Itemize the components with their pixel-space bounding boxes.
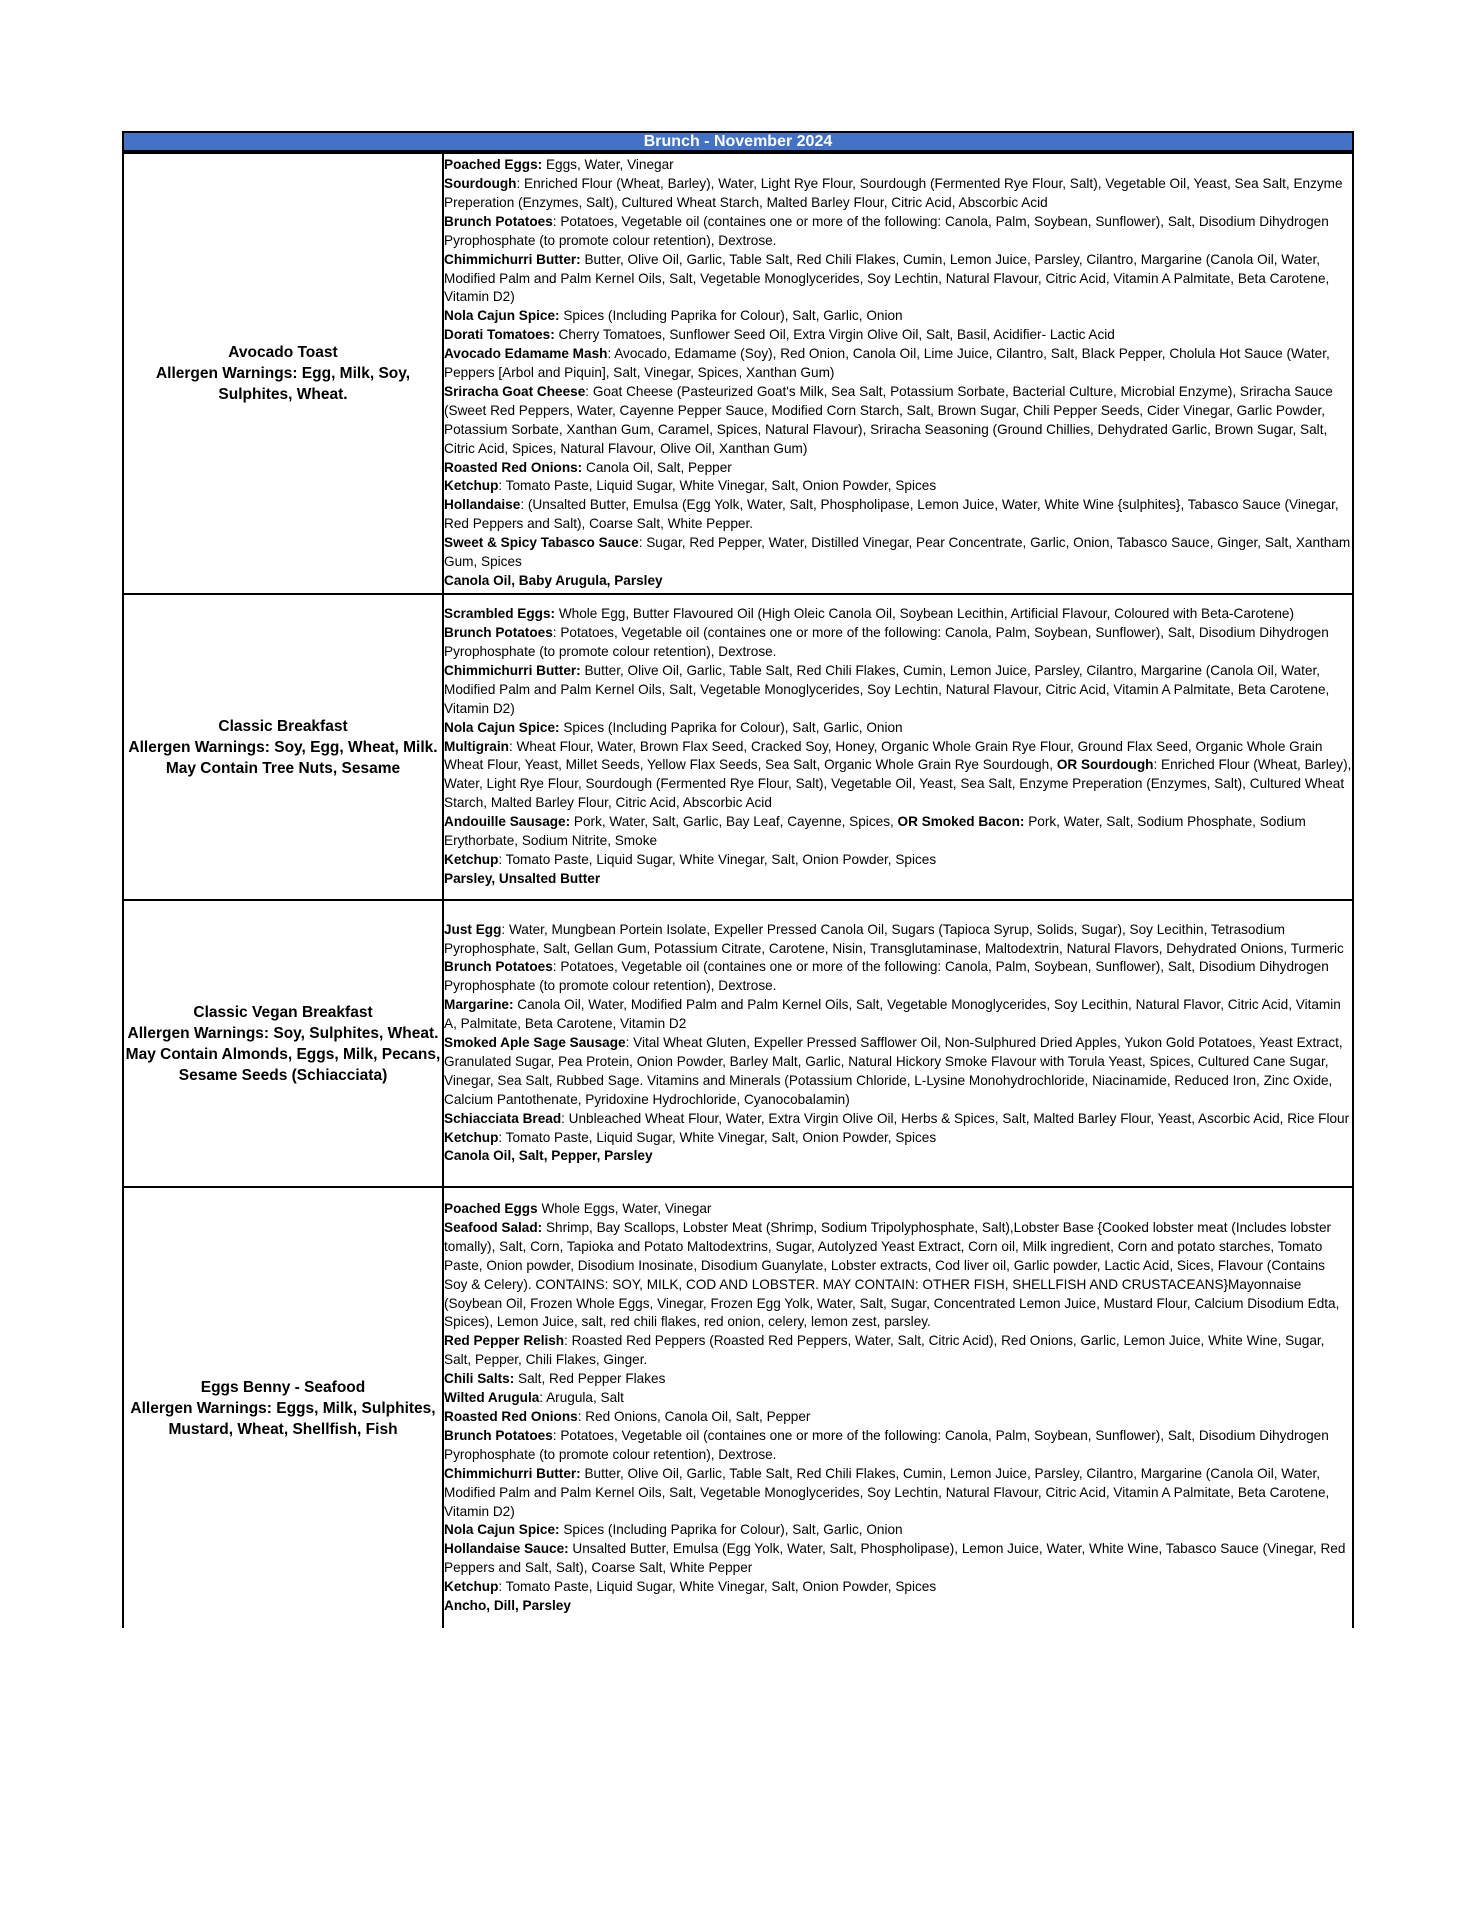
ingredient-name: Sweet & Spicy Tabasco Sauce [444,535,639,551]
ingredient-name: Poached Eggs: [444,157,543,173]
ingredient-detail: : Potatoes, Vegetable oil (containes one or more of the following: Canola, Palm, Soybean, Sunflower), Salt, Disodium Dihydrogen Pyrophosphate (to promote colour retention), Dextrose. [444,1427,1329,1462]
dish-name: Classic Vegan Breakfast [193,1003,373,1021]
ingredient-detail: : (Unsalted Butter, Emulsa (Egg Yolk, Water, Salt, Phospholipase, Lemon Juice, Water, White Wine {sulphites}, Tabasco Sauce (Vinegar, Red Peppers and Salt), Coarse Salt, White Pepper. [444,497,1339,532]
dish-cell [123,1187,443,1628]
ingredient-detail: Eggs, Water, Vinegar [542,157,674,173]
ingredient-name: Sriracha Goat Cheese [444,383,586,399]
ingredient-line [444,719,1352,738]
ingredient-name: OR Smoked Bacon: [897,814,1025,830]
ingredient-detail: Pork, Water, Salt, Garlic, Bay Leaf, Cayenne, Spices, [570,814,898,830]
ingredient-name: Ketchup [444,478,499,494]
ingredient-name: Multigrain [444,738,509,754]
ingredient-line [444,383,1352,459]
ingredient-line [444,459,1352,478]
ingredient-detail: : Potatoes, Vegetable oil (containes one or more of the following: Canola, Palm, Soybean, Sunflower), Salt, Disodium Dihydrogen Pyrophosphate (to promote colour retention), Dextrose. [444,625,1329,660]
ingredient-name: Smoked Aple Sage Sausage [444,1035,626,1051]
ingredient-detail: Salt, Red Pepper Flakes [514,1371,666,1387]
ingredient-detail: Butter, Olive Oil, Garlic, Table Salt, Red Chili Flakes, Cumin, Lemon Juice, Parsley, Cilantro, Margarine (Canola Oil, Water, Modified Palm and Palm Kernel Oils, Salt, Vegetable Monoglycerides, Soy Lechtin, Natural Flavour, Citric Acid, Vitamin A Palmitate, Beta Carotene, Vitamin D2) [444,1465,1330,1519]
allergen-warnings: Allergen Warnings: Eggs, Milk, Sulphites, Mustard, Wheat, Shellfish, Fish [130,1399,436,1438]
ingredient-name: Ketchup [444,1579,499,1595]
ingredient-name: Nola Cajun Spice: [444,719,560,735]
ingredient-name: Nola Cajun Spice: [444,1522,560,1538]
ingredient-line [444,213,1352,251]
ingredient-name: Just Egg [444,921,502,937]
ingredient-line [444,1578,1352,1597]
ingredient-detail: Spices (Including Paprika for Colour), Salt, Garlic, Onion [559,308,903,324]
ingredient-line [444,1200,1352,1219]
ingredient-detail: : Water, Mungbean Portein Isolate, Expeller Pressed Canola Oil, Sugars (Tapioca Syrup, Solids, Sugar), Soy Lecithin, Tetrasodium Pyrophosphate, Salt, Gellan Gum, Potassium Citrate, Carotene, Nisin, Transglutaminase, Maltodextrin, Natural Flavors, Dehydrated Onions, Turmeric [444,921,1344,956]
ingredient-name: Red Pepper Relish [444,1333,565,1349]
ingredient-name: OR Sourdough [1056,757,1154,773]
ingredient-line [444,1110,1352,1129]
ingredient-line [444,1427,1352,1465]
ingredient-name: Canola Oil, Salt, Pepper, Parsley [444,1148,653,1164]
ingredient-name: Brunch Potatoes [444,213,553,229]
ingredient-detail: Butter, Olive Oil, Garlic, Table Salt, Red Chili Flakes, Cumin, Lemon Juice, Parsley, Cilantro, Margarine (Canola Oil, Water, Modified Palm and Palm Kernel Oils, Salt, Vegetable Monoglycerides, Soy Lechtin, Natural Flavour, Citric Acid, Vitamin A Palmitate, Beta Carotene, Vitamin D2) [444,251,1330,305]
menu-row [123,1187,1353,1628]
ingredient-line [444,624,1352,662]
menu-sheet [122,131,1354,1628]
ingredient-name: Parsley, Unsalted Butter [444,870,601,886]
ingredient-detail: Whole Eggs, Water, Vinegar [537,1201,712,1217]
ingredient-detail: : Red Onions, Canola Oil, Salt, Pepper [577,1409,811,1424]
ingredient-detail: Shrimp, Bay Scallops, Lobster Meat (Shrimp, Sodium Tripolyphosphate, Salt),Lobster Base {Cooked lobster meat (Includes lobster tomally), Salt, Corn, Tapioka and Potato Maltodextrins, Sugar, Autolyzed Yeast Extract, Corn oil, Milk ingredient, Corn and potato starches, Tomato Paste, Onion powder, Disodium Inosinate, Disodium Guanylate, Lobster extracts, Cod liver oil, Garlic powder, Lactic Acid, Sices, Flavour (Contains Soy & Celery). CONTAINS: SOY, MILK, COD AND LOBSTER. MAY CONTAIN: OTHER FISH, SHELLFISH AND CRUSTACEANS}Mayonnaise (Soybean Oil, Frozen Whole Eggs, Vinegar, Frozen Egg Yolk, Water, Salt, Sugar, Concentrated Lemon Juice, Mustard Flour, Calcium Disodium Edta, Spices), Lemon Juice, salt, red chili flakes, red onion, celery, lemon zest, parsley. [444,1219,1340,1330]
dish-name: Avocado Toast [228,344,338,361]
ingredient-detail: : Tomato Paste, Liquid Sugar, White Vinegar, Salt, Onion Powder, Spices [498,851,937,867]
ingredient-line [444,1034,1352,1110]
ingredient-name: Scrambled Eggs: [444,606,556,622]
ingredient-line [444,534,1352,572]
ingredient-line [444,662,1352,719]
ingredient-detail: : Avocado, Edamame (Soy), Red Onion, Canola Oil, Lime Juice, Cilantro, Salt, Black Pepper, Cholula Hot Sauce (Water, Peppers [Arbol and Piquin], Salt, Vinegar, Spices, Xanthan Gum) [444,346,1330,381]
ingredient-line [444,738,1352,814]
ingredient-line [444,572,1352,591]
ingredients-cell [443,1187,1353,1628]
ingredient-name: Hollandaise [444,497,521,513]
ingredient-detail: : Goat Cheese (Pasteurized Goat's Milk, Sea Salt, Potassium Sorbate, Bacterial Culture, Microbial Enzyme), Sriracha Sauce (Sweet Red Peppers, Water, Cayenne Pepper Sauce, Modified Corn Starch, Salt, Brown Sugar, Chili Pepper Seeds, Cider Vinegar, Garlic Powder, Potassium Sorbate, Xanthan Gum, Caramel, Spices, Natural Flavour), Sriracha Seasoning (Ground Chillies, Dehydrated Garlic, Brown Sugar, Salt, Citric Acid, Spices, Natural Flavour, Olive Oil, Xanthan Gum) [444,383,1333,456]
dish-name: Eggs Benny - Seafood [200,1378,366,1396]
ingredient-detail: Canola Oil, Water, Modified Palm and Palm Kernel Oils, Salt, Vegetable Monoglycerides, Soy Lecithin, Natural Flavor, Citric Acid, Vitamin A, Palmitate, Beta Carotene, Vitamin D2 [444,997,1341,1032]
ingredient-line [444,175,1352,213]
ingredient-line [444,958,1352,996]
ingredient-name: Poached Eggs [444,1201,538,1217]
ingredient-detail: : Enriched Flour (Wheat, Barley), Water, Light Rye Flour, Sourdough (Fermented Rye Flour, Salt), Vegetable Oil, Yeast, Sea Salt, Enzyme Preperation (Enzymes, Salt), Cultured Wheat Starch, Malted Barley Flour, Citric Acid, Abscorbic Acid [444,175,1343,210]
ingredient-detail: : Wheat Flour, Water, Brown Flax Seed, Cracked Soy, Honey, Organic Whole Grain Rye Flour, Ground Flax Seed, Organic Whole Grain Wheat Flour, Yeast, Millet Seeds, Yellow Flax Seeds, Sea Salt, Organic Whole Grain Rye Sourdough, [444,738,1323,773]
menu-table [122,152,1354,1628]
ingredient-detail: : Tomato Paste, Liquid Sugar, White Vinegar, Salt, Onion Powder, Spices [498,1129,937,1145]
ingredient-detail: Unsalted Butter, Emulsa (Egg Yolk, Water, Salt, Phospholipase), Lemon Juice, Water, White Wine, Tabasco Sauce (Vinegar, Red Peppers and Salt, Salt), Coarse Salt, White Pepper [444,1541,1346,1576]
ingredient-name: Roasted Red Onions [444,1409,578,1424]
menu-row [123,900,1353,1187]
ingredient-name: Chimmichurri Butter: [444,251,581,267]
ingredient-name: Brunch Potatoes [444,625,553,641]
ingredient-name: Wilted Arugula [444,1390,540,1406]
ingredient-name: Margarine: [444,997,514,1013]
ingredient-line [444,851,1352,870]
ingredient-line [444,1597,1352,1616]
ingredient-name: Chimmichurri Butter: [444,662,581,678]
ingredient-detail: Canola Oil, Salt, Pepper [582,459,732,475]
ingredient-detail: : Tomato Paste, Liquid Sugar, White Vinegar, Salt, Onion Powder, Spices [498,1579,937,1595]
ingredients-cell [443,594,1353,900]
ingredient-line [444,1370,1352,1389]
ingredient-line [444,251,1352,308]
ingredient-detail: : Sugar, Red Pepper, Water, Distilled Vinegar, Pear Concentrate, Garlic, Onion, Tabasco Sauce, Ginger, Salt, Xantham Gum, Spices [444,535,1351,570]
allergen-warnings: Allergen Warnings: Soy, Egg, Wheat, Milk. May Contain Tree Nuts, Sesame [128,738,438,777]
allergen-warnings: Allergen Warnings: Soy, Sulphites, Wheat. May Contain Almonds, Eggs, Milk, Pecans, Sesame Seeds (Schiacciata) [125,1024,441,1084]
ingredient-name: Brunch Potatoes [444,959,553,975]
ingredient-detail: Whole Egg, Butter Flavoured Oil (High Oleic Canola Oil, Soybean Lecithin, Artificial Flavour, Coloured with Beta-Carotene) [555,606,1294,622]
ingredient-line [444,870,1352,889]
ingredient-line [444,345,1352,383]
ingredient-line [444,813,1352,851]
ingredient-line [444,307,1352,326]
ingredient-name: Nola Cajun Spice: [444,308,560,324]
dish-cell [123,594,443,900]
ingredient-detail: : Tomato Paste, Liquid Sugar, White Vinegar, Salt, Onion Powder, Spices [498,478,937,494]
ingredient-detail: : Vital Wheat Gluten, Expeller Pressed Safflower Oil, Non-Sulphured Dried Apples, Yukon Gold Potatoes, Yeast Extract, Granulated Sugar, Pea Protein, Onion Powder, Barley Malt, Garlic, Natural Hickory Smoke Flavour with Torula Yeast, Spices, Cultured Cane Sugar, Vinegar, Sea Salt, Rubbed Sage. Vitamins and Minerals (Potassium Chloride, L-Lysine Monohydrochloride, Niacinamide, Reduced Iron, Zinc Oxide, Calcium Pantothenate, Pyridoxine Hydrochloride, Cyanocobalamin) [444,1035,1343,1107]
ingredient-line [444,1465,1352,1522]
ingredient-detail: : Potatoes, Vegetable oil (containes one or more of the following: Canola, Palm, Soybean, Sunflower), Salt, Disodium Dihydrogen Pyrophosphate (to promote colour retention), Dextrose. [444,959,1329,994]
ingredient-name: Hollandaise Sauce: [444,1541,569,1557]
ingredient-name: Ketchup [444,851,499,867]
menu-row [123,153,1353,594]
ingredient-name: Schiacciata Bread [444,1110,562,1126]
ingredients-cell [443,900,1353,1187]
ingredient-detail: Pork, Water, Salt, Sodium Phosphate, Sodium Erythorbate, Sodium Nitrite, Smoke [444,814,1306,849]
ingredient-line [444,1540,1352,1578]
ingredient-line [444,996,1352,1034]
ingredient-detail: Butter, Olive Oil, Garlic, Table Salt, Red Chili Flakes, Cumin, Lemon Juice, Parsley, Cilantro, Margarine (Canola Oil, Water, Modified Palm and Palm Kernel Oils, Salt, Vegetable Monoglycerides, Soy Lechtin, Natural Flavour, Citric Acid, Vitamin A Palmitate, Beta Carotene, Vitamin D2) [444,662,1330,716]
ingredient-name: Ketchup [444,1129,499,1145]
ingredient-detail: : Arugula, Salt [539,1390,624,1406]
ingredient-name: Andouille Sausage: [444,814,571,830]
ingredient-name: Canola Oil, Baby Arugula, Parsley [444,573,663,589]
ingredient-line [444,156,1352,175]
allergen-warnings: Allergen Warnings: Egg, Milk, Soy, Sulphites, Wheat. [155,365,411,403]
ingredient-line [444,1219,1352,1332]
ingredient-line [444,1129,1352,1148]
ingredient-line [444,1408,1352,1427]
ingredient-name: Brunch Potatoes [444,1427,553,1443]
ingredient-name: Seafood Salad: [444,1219,543,1235]
ingredient-name: Sourdough [444,175,517,191]
ingredient-detail: Spices (Including Paprika for Colour), Salt, Garlic, Onion [559,719,903,735]
ingredient-line [444,1521,1352,1540]
dish-name: Classic Breakfast [218,717,348,735]
ingredient-line [444,1147,1352,1166]
ingredient-name: Roasted Red Onions: [444,459,583,475]
ingredient-line [444,477,1352,496]
ingredient-line [444,1332,1352,1370]
ingredient-name: Chimmichurri Butter: [444,1465,581,1481]
menu-title-banner: Brunch - November 2024 [122,131,1354,152]
ingredient-name: Avocado Edamame Mash [444,346,608,362]
ingredient-detail: : Potatoes, Vegetable oil (containes one or more of the following: Canola, Palm, Soybean, Sunflower), Salt, Disodium Dihydrogen Pyrophosphate (to promote colour retention), Dextrose. [444,213,1329,248]
ingredient-line [444,496,1352,534]
ingredient-detail: Spices (Including Paprika for Colour), Salt, Garlic, Onion [559,1522,903,1538]
ingredient-line [444,921,1352,959]
ingredient-name: Chili Salts: [444,1371,515,1387]
ingredient-detail: Cherry Tomatoes, Sunflower Seed Oil, Extra Virgin Olive Oil, Salt, Basil, Acidifier- Lactic Acid [554,327,1115,343]
ingredient-name: Ancho, Dill, Parsley [444,1598,571,1614]
ingredient-detail: : Enriched Flour (Wheat, Barley), Water, Light Rye Flour, Sourdough (Fermented Rye Flour, Salt), Vegetable Oil, Yeast, Sea Salt, Enzyme Preperation (Enzymes, Salt), Cultured Wheat Starch, Malted Barley Flour, Citric Acid, Abscorbic Acid [444,757,1352,811]
ingredient-detail: : Roasted Red Peppers (Roasted Red Peppers, Water, Salt, Citric Acid), Red Onions, Garlic, Lemon Juice, White Wine, Sugar, Salt, Pepper, Chili Flakes, Ginger. [444,1333,1325,1368]
dish-cell [123,900,443,1187]
menu-row [123,594,1353,900]
ingredient-detail: : Unbleached Wheat Flour, Water, Extra Virgin Olive Oil, Herbs & Spices, Salt, Malted Barley Flour, Yeast, Ascorbic Acid, Rice Flour [561,1110,1350,1126]
ingredient-line [444,605,1352,624]
ingredient-line [444,326,1352,345]
ingredients-cell [443,153,1353,594]
ingredient-line [444,1389,1352,1408]
dish-cell [123,153,443,594]
ingredient-name: Dorati Tomatoes: [444,327,555,343]
